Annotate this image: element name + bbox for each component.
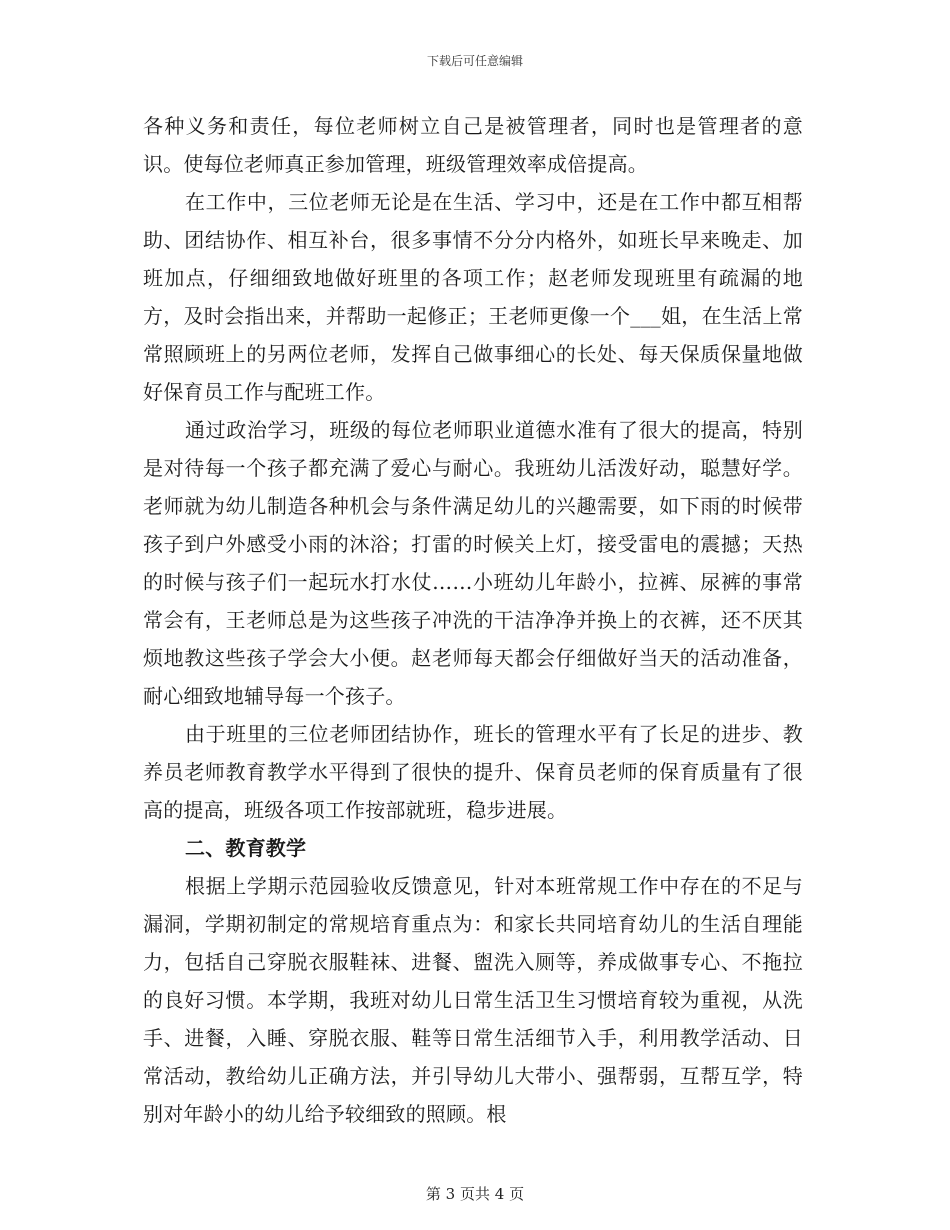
section-heading: 二、教育教学 (185, 836, 307, 860)
paragraph-continued: 各种义务和责任，每位老师树立自己是被管理者，同时也是管理者的意识。使每位老师真正参加管理，班级管理效率成倍提高。 (143, 114, 803, 176)
page-footer: 第 3 页共 4 页 (425, 1185, 525, 1203)
paragraph-cooperation-result: 由于班里的三位老师团结协作，班长的管理水平有了长足的进步、教养员老师教育教学水平得到了很快的提升、保育员老师的保育质量有了很高的提高，班级各项工作按部就班，稳步进展。 (143, 722, 803, 822)
page-header: 下载后可任意编辑 (426, 54, 523, 68)
paragraph-political-study: 通过政治学习，班级的每位老师职业道德水准有了很大的提高，特别是对待每一个孩子都充满了爱心与耐心。我班幼儿活泼好动，聪慧好学。老师就为幼儿制造各种机会与条件满足幼儿的兴趣需要，如下雨的时候带孩子到户外感受小雨的沐浴；打雷的时候关上灯，接受雷电的震撼；天热的时候与孩子们一起玩水打水仗……小班幼儿年龄小，拉裤、尿裤的事常常会有，王老师总是为这些孩子冲洗的干洁净净并换上的衣裤，还不厌其烦地教这些孩子学会大小便。赵老师每天都会仔细做好当天的活动准备，耐心细致地辅导每一个孩子。 (143, 418, 803, 708)
document-body (143, 107, 803, 1133)
paragraph-teamwork: 在工作中，三位老师无论是在生活、学习中，还是在工作中都互相帮助、团结协作、相互补台，很多事情不分分内格外，如班长早来晚走、加班加点，仔细细致地做好班里的各项工作；赵老师发现班里有疏漏的地方，及时会指出来，并帮助一起修正；王老师更像一个___姐，在生活上常常照顾班上的另两位老师，发挥自己做事细心的长处、每天保质保量地做好保育员工作与配班工作。 (143, 190, 803, 404)
paragraph-routine-training: 根据上学期示范园验收反馈意见，针对本班常规工作中存在的不足与漏洞，学期初制定的常规培育重点为：和家长共同培育幼儿的生活自理能力，包括自己穿脱衣服鞋袜、进餐、盥洗入厕等，养成做事专心、不拖拉的良好习惯。本学期，我班对幼儿日常生活卫生习惯培育较为重视，从洗手、进餐，入睡、穿脱衣服、鞋等日常生活细节入手，利用教学活动、日常活动，教给幼儿正确方法，并引导幼儿大带小、强帮弱，互帮互学，特别对年龄小的幼儿给予较细致的照顾。根 (143, 874, 803, 1126)
